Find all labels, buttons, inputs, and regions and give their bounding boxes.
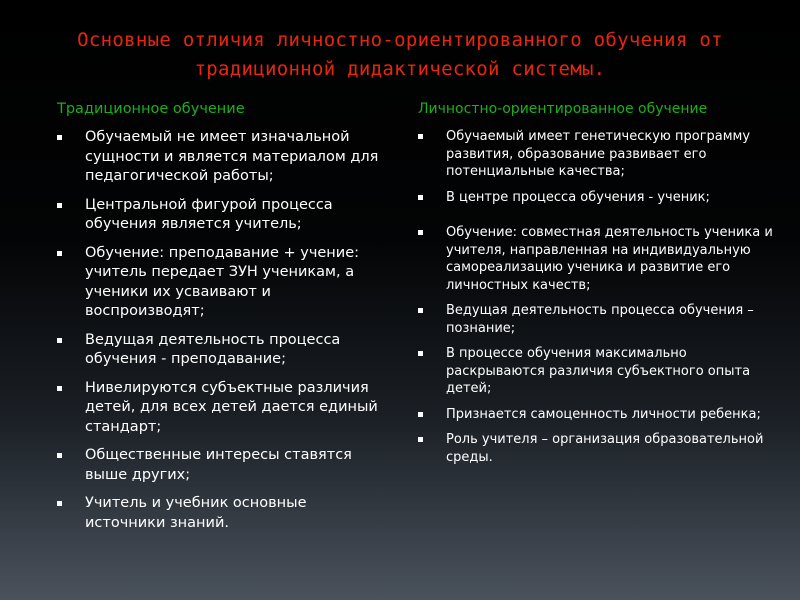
person-oriented-item: В процессе обучения максимально раскрываются различия субъектного опыта детей; — [418, 345, 783, 398]
person-oriented-item: Признается самоценность личности ребенка; — [418, 406, 783, 424]
person-oriented-heading: Личностно-ориентированное обучение — [418, 101, 708, 117]
person-oriented-item: В центре процесса обучения - ученик; — [418, 189, 783, 207]
traditional-heading: Традиционное обучение — [57, 101, 245, 117]
person-oriented-list — [418, 128, 783, 466]
traditional-item: Общественные интересы ставятся выше других; — [57, 446, 387, 485]
traditional-item: Обучение: преподавание + учение: учитель передает ЗУН ученикам, а ученики их усваивают и воспроизводят; — [57, 244, 387, 322]
traditional-item: Ведущая деятельность процесса обучения - преподавание; — [57, 331, 387, 370]
person-oriented-column — [418, 100, 783, 474]
person-oriented-item: Ведущая деятельность процесса обучения – познание; — [418, 302, 783, 337]
traditional-item: Нивелируются субъектные различия детей, для всех детей дается единый стандарт; — [57, 379, 387, 438]
traditional-column — [57, 100, 387, 542]
person-oriented-item: Обучаемый имеет генетическую программу развития, образование развивает его потенциальные качества; — [418, 128, 783, 181]
traditional-item: Обучаемый не имеет изначальной сущности и является материалом для педагогической работы; — [57, 128, 387, 187]
traditional-list — [57, 128, 387, 533]
person-oriented-item: Роль учителя – организация образовательной среды. — [418, 431, 783, 466]
traditional-item: Центральной фигурой процесса обучения является учитель; — [57, 196, 387, 235]
person-oriented-item: Обучение: совместная деятельность ученика и учителя, направленная на индивидуальную самореализацию ученика и развитие его личностных качеств; — [418, 224, 783, 294]
traditional-item: Учитель и учебник основные источники знаний. — [57, 494, 387, 533]
slide-title: Основные отличия личностно-ориентированного обучения от традиционной дидактической системы. — [77, 29, 723, 80]
